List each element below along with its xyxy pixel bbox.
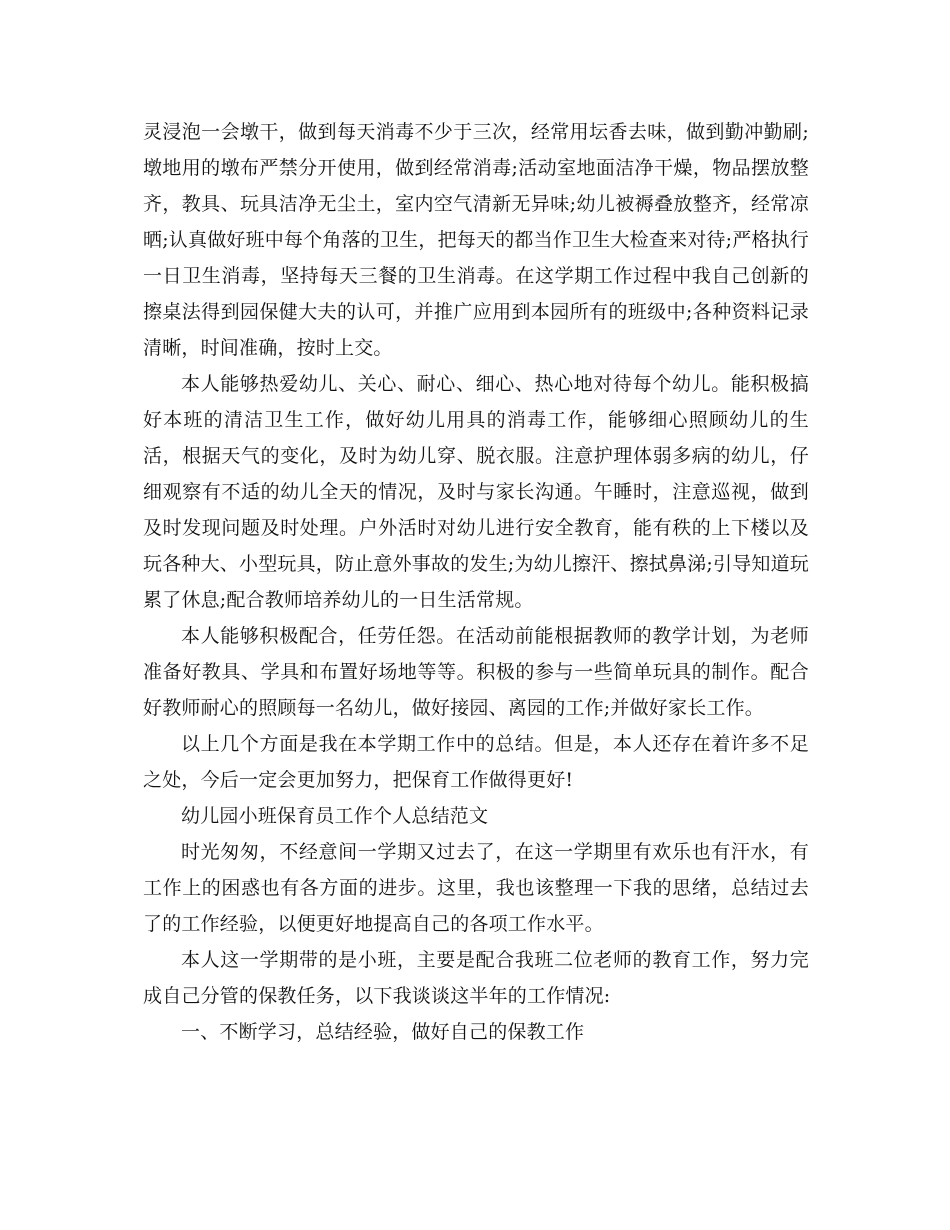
subheading-learning: 一、不断学习，总结经验，做好自己的保教工作 [181, 1021, 585, 1043]
paragraph-conclusion: 以上几个方面是我在本学期工作中的总结。但是，本人还存在着许多不足之处，今后一定会更加努力，把保育工作做得更好! [143, 733, 809, 791]
paragraph-child-care: 本人能够热爱幼儿、关心、耐心、细心、热心地对待每个幼儿。能积极搞好本班的清洁卫生工作，做好幼儿用具的消毒工作，能够细心照顾幼儿的生活，根据天气的变化，及时为幼儿穿、脱衣服。注意护理体弱多病的幼儿，仔细观察有不适的幼儿全天的情况，及时与家长沟通。午睡时，注意巡视，做到及时发现问题及时处理。户外活时对幼儿进行安全教育，能有秩的上下楼以及玩各种大、小型玩具，防止意外事故的发生;为幼儿擦汗、擦拭鼻涕;引导知道玩累了休息;配合教师培养幼儿的一日生活常规。 [143, 373, 810, 611]
paragraph-introduction: 时光匆匆，不经意间一学期又过去了，在这一学期里有欢乐也有汗水，有工作上的困惑也有各方面的进步。这里，我也该整理一下我的思绪，总结过去了的工作经验，以便更好地提高自己的各项工作水平。 [143, 841, 809, 935]
document-body [143, 114, 809, 1050]
paragraph-hygiene-continuation: 灵浸泡一会墩干，做到每天消毒不少于三次，经常用坛香去味，做到勤冲勤刷;墩地用的墩布严禁分开使用，做到经常消毒;活动室地面洁净干燥，物品摆放整齐，教具、玩具洁净无尘土，室内空气清新无异味;幼儿被褥叠放整齐，经常凉晒;认真做好班中每个角落的卫生，把每天的都当作卫生大检查来对待;严格执行一日卫生消毒，坚持每天三餐的卫生消毒。在这学期工作过程中我自己创新的擦桌法得到园保健大夫的认可，并推广应用到本园所有的班级中;各种资料记录清晰，时间准确，按时上交。 [143, 121, 810, 359]
section-heading: 幼儿园小班保育员工作个人总结范文 [181, 805, 489, 827]
paragraph-cooperation: 本人能够积极配合，任劳任怨。在活动前能根据教师的教学计划，为老师准备好教具、学具和布置好场地等等。积极的参与一些简单玩具的制作。配合好教师耐心的照顾每一名幼儿，做好接园、离园的工作;并做好家长工作。 [143, 625, 809, 719]
paragraph-class-overview: 本人这一学期带的是小班，主要是配合我班二位老师的教育工作，努力完成自己分管的保教任务，以下我谈谈这半年的工作情况: [143, 949, 809, 1007]
